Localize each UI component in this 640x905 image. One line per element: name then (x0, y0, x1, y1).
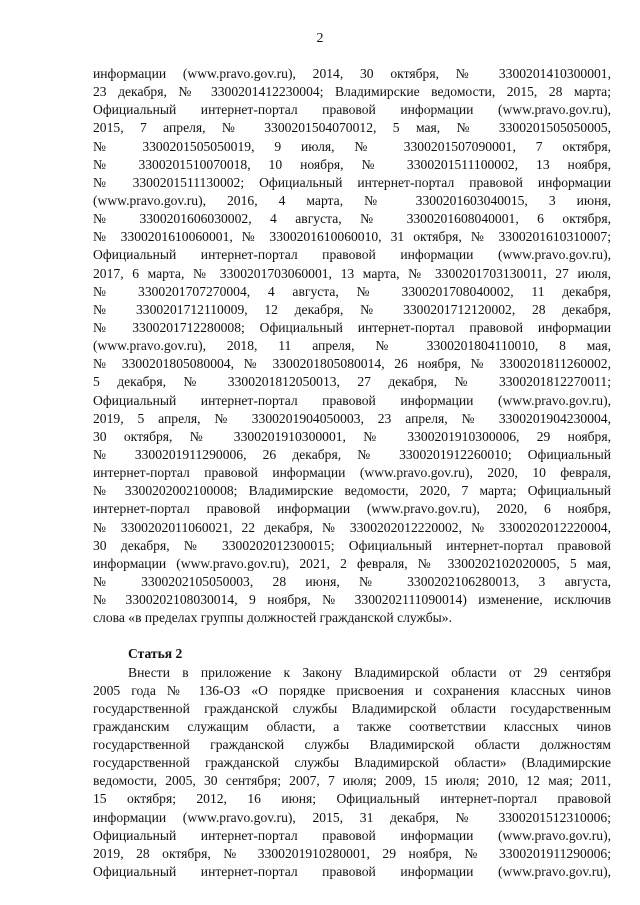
text-line: 30 октября, № 3300201910300001, № 3300201910300006, 29 ноября, (93, 428, 611, 444)
text-line: 2019, 5 апреля, № 3300201904050003, 23 апреля, № 3300201904230004, (93, 410, 611, 426)
text-line: 2017, 6 марта, № 3300201703060001, 13 марта, № 3300201703130011, 27 июля, (93, 265, 611, 281)
text-line: информации (www.pravo.gov.ru), 2021, 2 февраля, № 3300202102020005, 5 мая, (93, 555, 611, 571)
text-line: ведомости, 2005, 30 сентября; 2007, 7 июля; 2009, 15 июля; 2010, 12 мая; 2011, (93, 773, 611, 789)
text-line: государственной гражданской службы Владимирской области должностям (93, 737, 611, 753)
text-line: Внести в приложение к Закону Владимирской области от 29 сентября (128, 664, 611, 680)
text-line: № 3300201712110009, 12 декабря, № 3300201712120002, 28 декабря, (93, 301, 611, 317)
text-line: № 3300202105050003, 28 июня, № 3300202106280013, 3 августа, (93, 573, 611, 589)
text-line: Официальный интернет-портал правовой информации (www.pravo.gov.ru), (93, 864, 611, 880)
text-line: 5 декабря, № 3300201812050013, 27 декабря, № 3300201812270011; (93, 374, 611, 390)
paragraph-amendment-sources (93, 65, 611, 627)
text-line: № 3300202002100008; Владимирские ведомости, 2020, 7 марта; Официальный (93, 483, 611, 499)
text-line: интернет-портал правовой информации (www.pravo.gov.ru), 2020, 10 февраля, (93, 465, 611, 481)
document-body (93, 65, 611, 881)
text-line: № 3300201712280008; Официальный интернет-портал правовой информации (93, 319, 611, 335)
text-line: слова «в пределах группы должностей гражданской службы». (93, 610, 452, 626)
text-line: 15 октября; 2012, 16 июня; Официальный интернет-портал правовой (93, 791, 611, 807)
text-line: Официальный интернет-портал правовой информации (www.pravo.gov.ru), (93, 247, 611, 263)
text-line: № 3300202108030014, 9 ноября, № 3300202111090014) изменение, исключив (93, 592, 611, 608)
text-line: № 3300201606030002, 4 августа, № 3300201608040001, 6 октября, (93, 211, 611, 227)
text-line: № 3300202011060021, 22 декабря, № 3300202012220002, № 3300202012220004, (93, 519, 611, 535)
text-line: 2005 года № 136-ОЗ «О порядке присвоения и сохранения классных чинов (93, 682, 611, 698)
text-line: гражданским служащим области, а также соответствии классных чинов (93, 718, 611, 734)
page-number: 2 (316, 31, 324, 46)
text-line: № 3300201707270004, 4 августа, № 3300201708040002, 11 декабря, (93, 283, 611, 299)
text-line: государственной гражданской службы Владимирской области» (Владимирские (93, 755, 611, 771)
text-line: 2015, 7 апреля, № 3300201504070012, 5 мая, № 3300201505050005, (93, 120, 611, 136)
text-line: государственной гражданской службы Владимирской области государственным (93, 700, 611, 716)
text-line: информации (www.pravo.gov.ru), 2015, 31 декабря, № 3300201512310006; (93, 809, 611, 825)
text-line: 23 декабря, № 3300201412230004; Владимирские ведомости, 2015, 28 марта; (93, 84, 611, 100)
text-line: (www.pravo.gov.ru), 2016, 4 марта, № 3300201603040015, 3 июня, (93, 192, 611, 208)
article-heading: Статья 2 (128, 646, 183, 662)
text-line: информации (www.pravo.gov.ru), 2014, 30 октября, № 3300201410300001, (93, 66, 611, 81)
text-line: интернет-портал правовой информации (www.pravo.gov.ru), 2020, 6 ноября, (93, 501, 611, 517)
paragraph-spacer (93, 627, 611, 645)
text-line: Официальный интернет-портал правовой информации (www.pravo.gov.ru), (93, 102, 611, 118)
text-line: 30 декабря, № 3300202012300015; Официальный интернет-портал правовой (93, 537, 611, 553)
text-line: № 3300201610060001, № 3300201610060010, 31 октября, № 3300201610310007; (93, 229, 611, 245)
text-line: 2019, 28 октября, № 3300201910280001, 29 ноября, № 3300201911290006; (93, 845, 611, 861)
text-line: № 3300201505050019, 9 июля, № 3300201507090001, 7 октября, (93, 138, 611, 154)
text-line: Официальный интернет-портал правовой информации (www.pravo.gov.ru), (93, 392, 611, 408)
text-line: № 3300201805080004, № 3300201805080014, 26 ноября, № 3300201811260002, (93, 356, 611, 372)
text-line: (www.pravo.gov.ru), 2018, 11 апреля, № 3300201804110010, 8 мая, (93, 338, 611, 354)
text-line: № 3300201511130002; Официальный интернет-портал правовой информации (93, 174, 611, 190)
text-line: Официальный интернет-портал правовой информации (www.pravo.gov.ru), (93, 827, 611, 843)
text-line: № 3300201911290006, 26 декабря, № 3300201912260010; Официальный (93, 446, 611, 462)
text-line: № 3300201510070018, 10 ноября, № 3300201511100002, 13 ноября, (93, 156, 611, 172)
paragraph-article-2-body (93, 664, 611, 882)
